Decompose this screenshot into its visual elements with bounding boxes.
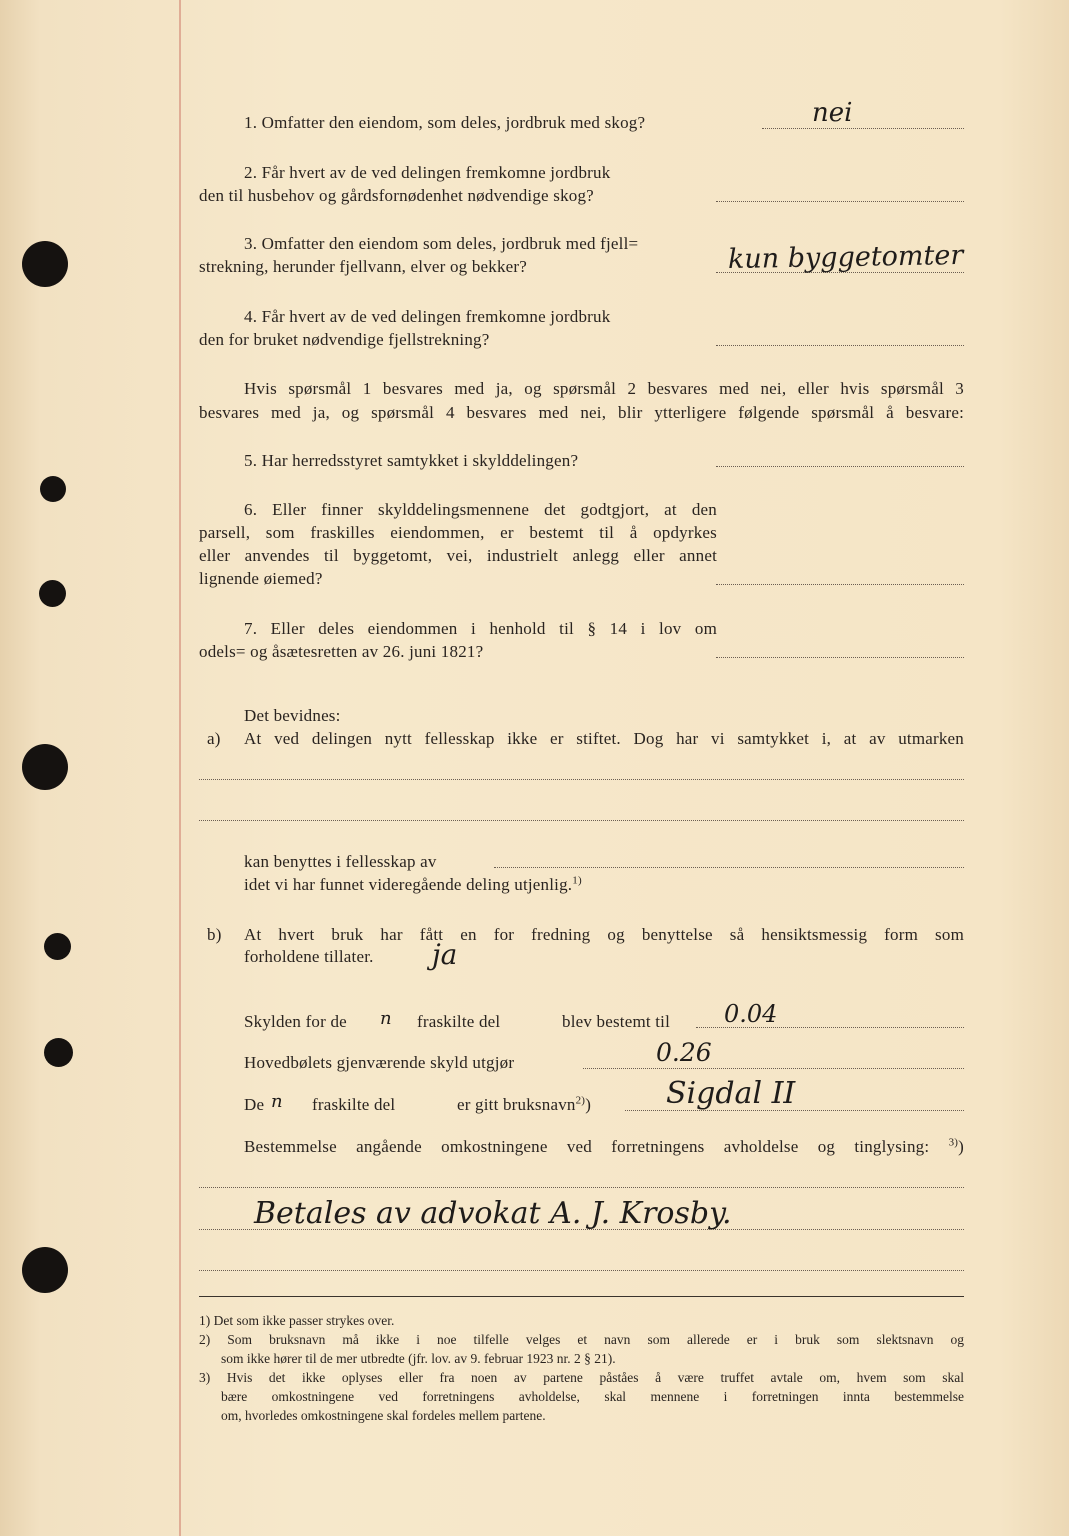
name-label-mark: n bbox=[271, 1091, 283, 1112]
name-label-a: De bbox=[244, 1095, 265, 1114]
punch-hole-5 bbox=[44, 933, 71, 960]
certification-heading: Det bevidnes: bbox=[244, 706, 341, 725]
footnote-3-line-3: om, hvorledes omkostningene skal fordeles mellem partene. bbox=[221, 1408, 546, 1423]
answer-line-6 bbox=[716, 584, 964, 585]
item-b-line-1: At hvert bruk har fått en for fredning og benyttelse så hensiktsmessig form som bbox=[244, 925, 964, 944]
costs-line-2 bbox=[199, 1229, 964, 1230]
punch-hole-4 bbox=[22, 744, 68, 790]
footnote-ref-2: 2) bbox=[575, 1094, 586, 1107]
question-6-line-1: 6. Eller finner skylddelingsmennene det godtgjort, at den bbox=[244, 500, 717, 519]
question-3-line-2: strekning, herunder fjellvann, elver og bekker? bbox=[199, 257, 528, 276]
footnote-3-line-2: bære omkostningene ved forretningens avholdelse, skal mennene i forretningen innta bestemmelse bbox=[221, 1389, 964, 1404]
footnote-2-line-2: som ikke hører til de mer utbredte (jfr. lov. av 9. februar 1923 nr. 2 § 21). bbox=[221, 1351, 616, 1366]
footnote-ref-3: 3) bbox=[948, 1136, 959, 1149]
tax-label-a: Skylden for de bbox=[244, 1012, 347, 1031]
costs-label: Bestemmelse angående omkostningene ved forretningens avholdelse og tinglysing: $^{3)}$) bbox=[244, 1136, 965, 1156]
question-7-line-1: 7. Eller deles eiendommen i henhold til § 14 i lov om bbox=[244, 619, 717, 638]
outfield-line-1 bbox=[199, 779, 964, 780]
footnote-2-line-1: 2) Som bruksnavn må ikke i noe tilfelle velges et navn som allerede er i bruk som slektsnavn og bbox=[199, 1332, 964, 1347]
conditional-paragraph-line-2: besvares med ja, og spørsmål 4 besvares med nei, blir ytterligere følgende spørsmål å besvare: bbox=[199, 403, 964, 422]
costs-line-1 bbox=[199, 1187, 964, 1188]
remaining-value-handwriting: 0.26 bbox=[656, 1038, 712, 1067]
answer-line-5 bbox=[716, 466, 964, 467]
name-label-b: fraskilte del bbox=[312, 1095, 396, 1114]
item-b-line-2: forholdene tillater. bbox=[244, 947, 374, 966]
punch-hole-1 bbox=[22, 241, 68, 287]
punch-hole-3 bbox=[39, 580, 66, 607]
outfield-line-2 bbox=[199, 820, 964, 821]
conditional-paragraph-line-1: Hvis spørsmål 1 besvares med ja, og spørsmål 2 besvares med nei, eller hvis spørsmål 3 bbox=[244, 379, 964, 398]
tax-label-mark: n bbox=[380, 1008, 392, 1029]
footnote-ref-1: 1) bbox=[572, 874, 582, 887]
question-6-line-4: lignende øiemed? bbox=[199, 569, 323, 588]
question-4-line-1: 4. Får hvert av de ved delingen fremkomne jordbruk bbox=[244, 307, 611, 326]
item-b-marker: b) bbox=[207, 925, 222, 944]
further-division-text bbox=[244, 874, 582, 896]
costs-line-3 bbox=[199, 1270, 964, 1271]
punch-hole-6 bbox=[44, 1038, 73, 1067]
remaining-value-line bbox=[583, 1068, 964, 1069]
question-1: 1. Omfatter den eiendom, som deles, jordbruk med skog? bbox=[244, 113, 646, 132]
item-a-marker: a) bbox=[207, 729, 221, 748]
name-value-handwriting: Sigdal II bbox=[666, 1076, 796, 1111]
question-7-line-2: odels= og åsætesretten av 26. juni 1821? bbox=[199, 642, 484, 661]
costs-label-text: Bestemmelse angående omkostningene ved forretningens avholdelse og tinglysing: bbox=[244, 1137, 930, 1156]
question-6-line-3: eller anvendes til byggetomt, vei, industrielt anlegg eller annet bbox=[199, 546, 717, 565]
footnote-1: 1) Det som ikke passer strykes over. bbox=[199, 1313, 395, 1328]
footnote-rule bbox=[199, 1296, 964, 1297]
footnote-3-line-1: 3) Hvis det ikke oplyses eller fra noen av partene påståes å være truffet avtale om, hvem som skal bbox=[199, 1370, 964, 1385]
question-2-line-1: 2. Får hvert av de ved delingen fremkomne jordbruk bbox=[244, 163, 611, 182]
margin-line bbox=[179, 0, 181, 1536]
question-4-line-2: den for bruket nødvendige fjellstrekning? bbox=[199, 330, 490, 349]
common-use-label: kan benyttes i fellesskap av bbox=[244, 852, 437, 871]
further-division-label: idet vi har funnet videregående deling utjenlig. bbox=[244, 875, 573, 894]
answer-3-handwriting: kun byggetomter bbox=[727, 239, 964, 276]
remaining-label: Hovedbølets gjenværende skyld utgjør bbox=[244, 1053, 515, 1072]
answer-line-4 bbox=[716, 345, 964, 346]
item-b-handwriting: ja bbox=[432, 938, 458, 971]
punch-hole-2 bbox=[40, 476, 66, 502]
name-label-c-text: er gitt bruksnavn bbox=[457, 1095, 576, 1114]
item-a-text: At ved delingen nytt fellesskap ikke er stiftet. Dog har vi samtykket i, at av utmarken bbox=[244, 729, 964, 748]
tax-value-handwriting: 0.04 bbox=[724, 1000, 778, 1028]
costs-value-handwriting: Betales av advokat A. J. Krosby. bbox=[254, 1196, 732, 1231]
punch-hole-7 bbox=[22, 1247, 68, 1293]
question-5: 5. Har herredsstyret samtykket i skylddelingen? bbox=[244, 451, 579, 470]
name-label-c: er gitt bruksnavn$^{2)}$) bbox=[457, 1094, 592, 1114]
common-use-line bbox=[494, 867, 964, 868]
question-6-line-2: parsell, som fraskilles eiendommen, er bestemt til å opdyrkes bbox=[199, 523, 717, 542]
tax-label-c: blev bestemt til bbox=[562, 1012, 671, 1031]
question-2-line-2: den til husbehov og gårdsfornødenhet nødvendige skog? bbox=[199, 186, 594, 205]
answer-line-7 bbox=[716, 657, 964, 658]
question-3-line-1: 3. Omfatter den eiendom som deles, jordbruk med fjell= bbox=[244, 234, 639, 253]
answer-1-handwriting: nei bbox=[812, 98, 853, 128]
answer-line-2 bbox=[716, 201, 964, 202]
answer-line-1 bbox=[762, 128, 964, 129]
tax-label-b: fraskilte del bbox=[417, 1012, 501, 1031]
